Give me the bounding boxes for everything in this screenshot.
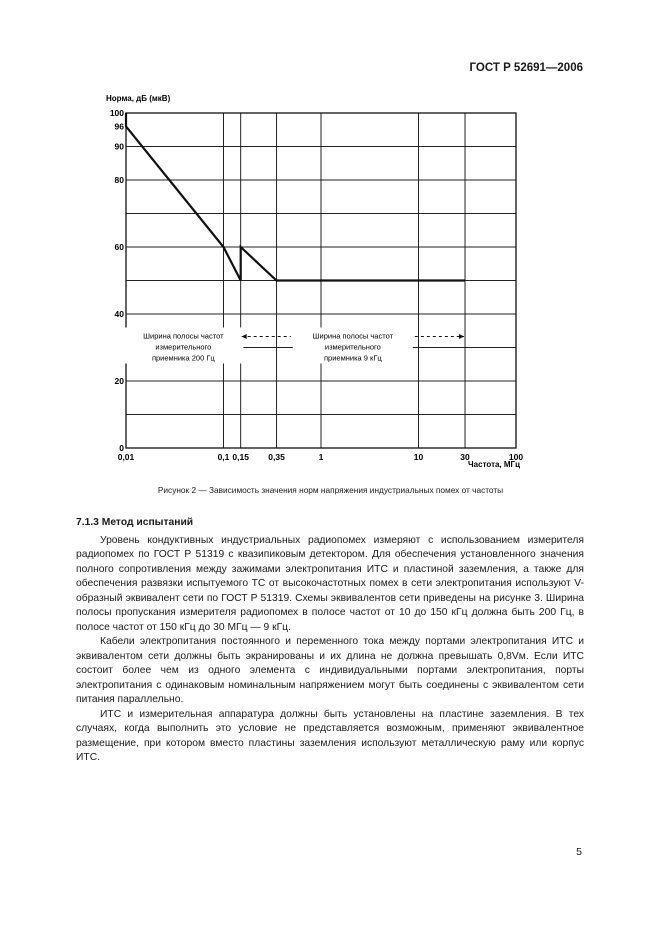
y-tick-label: 90: [114, 141, 124, 152]
arrow-head-right: [459, 334, 464, 339]
figure-caption: Рисунок 2 — Зависимость значения норм напряжения индустриальных помех от частоты: [157, 485, 504, 495]
x-tick-label: 30: [460, 452, 470, 462]
series-line: [126, 113, 465, 281]
paragraph: Кабели электропитания постоянного и переменного тока между портами электропитания ИТС и эквивалентом сети должны быть экранированы и их длина не должна превышать 0,8Vм. Если ИТС состоит более чем из одного элемента с индивидуальными портами электропитания, порты электропитания с одинаковым номинальным напряжением могут быть соединены с эквивалентом сети питания параллельно.: [76, 636, 584, 705]
chart-series: [126, 113, 465, 281]
annotation-text: измерительного: [155, 342, 212, 352]
x-tick-label: 0,15: [232, 452, 249, 462]
x-tick-label: 0,1: [217, 452, 230, 462]
section-title: 7.1.3 Метод испытаний: [76, 517, 194, 528]
page-number: 5: [576, 846, 582, 858]
y-tick-label: 100: [109, 108, 124, 118]
y-tick-label: 40: [114, 309, 124, 319]
y-tick-label: 96: [114, 121, 124, 132]
chart-ticks: [110, 108, 524, 462]
y-axis-label: Норма, дБ (мкВ): [106, 94, 171, 103]
x-axis-label: Частота, МГц: [468, 460, 520, 469]
x-tick-label: 100: [508, 452, 524, 462]
y-tick-label: 20: [114, 376, 124, 386]
x-tick-label: 0,35: [268, 452, 285, 462]
annotation-text: Ширина полосы частот: [312, 331, 394, 341]
x-tick-label: 0,01: [117, 452, 135, 462]
y-tick-label: 0: [119, 443, 124, 453]
annotation-text: измерительного: [324, 342, 381, 352]
chart-annotations: [121, 328, 464, 364]
annotation-text: Ширина полосы частот: [143, 331, 224, 341]
annotation-text: приемника 9 кГц: [324, 353, 382, 363]
x-tick-label: 1: [318, 452, 324, 462]
paragraph: Уровень кондуктивных индустриальных радиопомех измеряют с использованием измерителя радиопомех по ГОСТ Р 51319 с квазипиковым детектором. Для обеспечения установленного значения полного сопротивления между зажимами электропитания ИТС и пластиной заземления, а также для обеспечения развязки испытуемого ТС от высокочастотных помех в сети электропитания используют V-образный эквивалент сети по ГОСТ Р 51319. Схемы эквивалентов сети приведены на рисунке 3. Ширина полосы пропускания измерителя радиопомех в полосе частот от 10 до 150 кГц должна быть 200 Гц, в полосе частот от 150 кГц до 30 МГц — 9 кГц.: [76, 534, 584, 633]
y-tick-label: 80: [114, 175, 124, 185]
section-body: [76, 516, 584, 766]
paragraph: ИТС и измерительная аппаратура должны быть установлены на пластине заземления. В тех случаях, когда выполнить это условие не представляется возможным, применяют эквивалентное размещение, при котором вместо пластины заземления используют металлическую раму или корпус ИТС.: [76, 708, 584, 763]
annotation-text: приемника 200 Гц: [151, 353, 215, 363]
x-tick-label: 10: [413, 452, 424, 462]
y-tick-label: 60: [114, 242, 124, 252]
standard-designation: ГОСТ Р 52691—2006: [469, 62, 583, 74]
